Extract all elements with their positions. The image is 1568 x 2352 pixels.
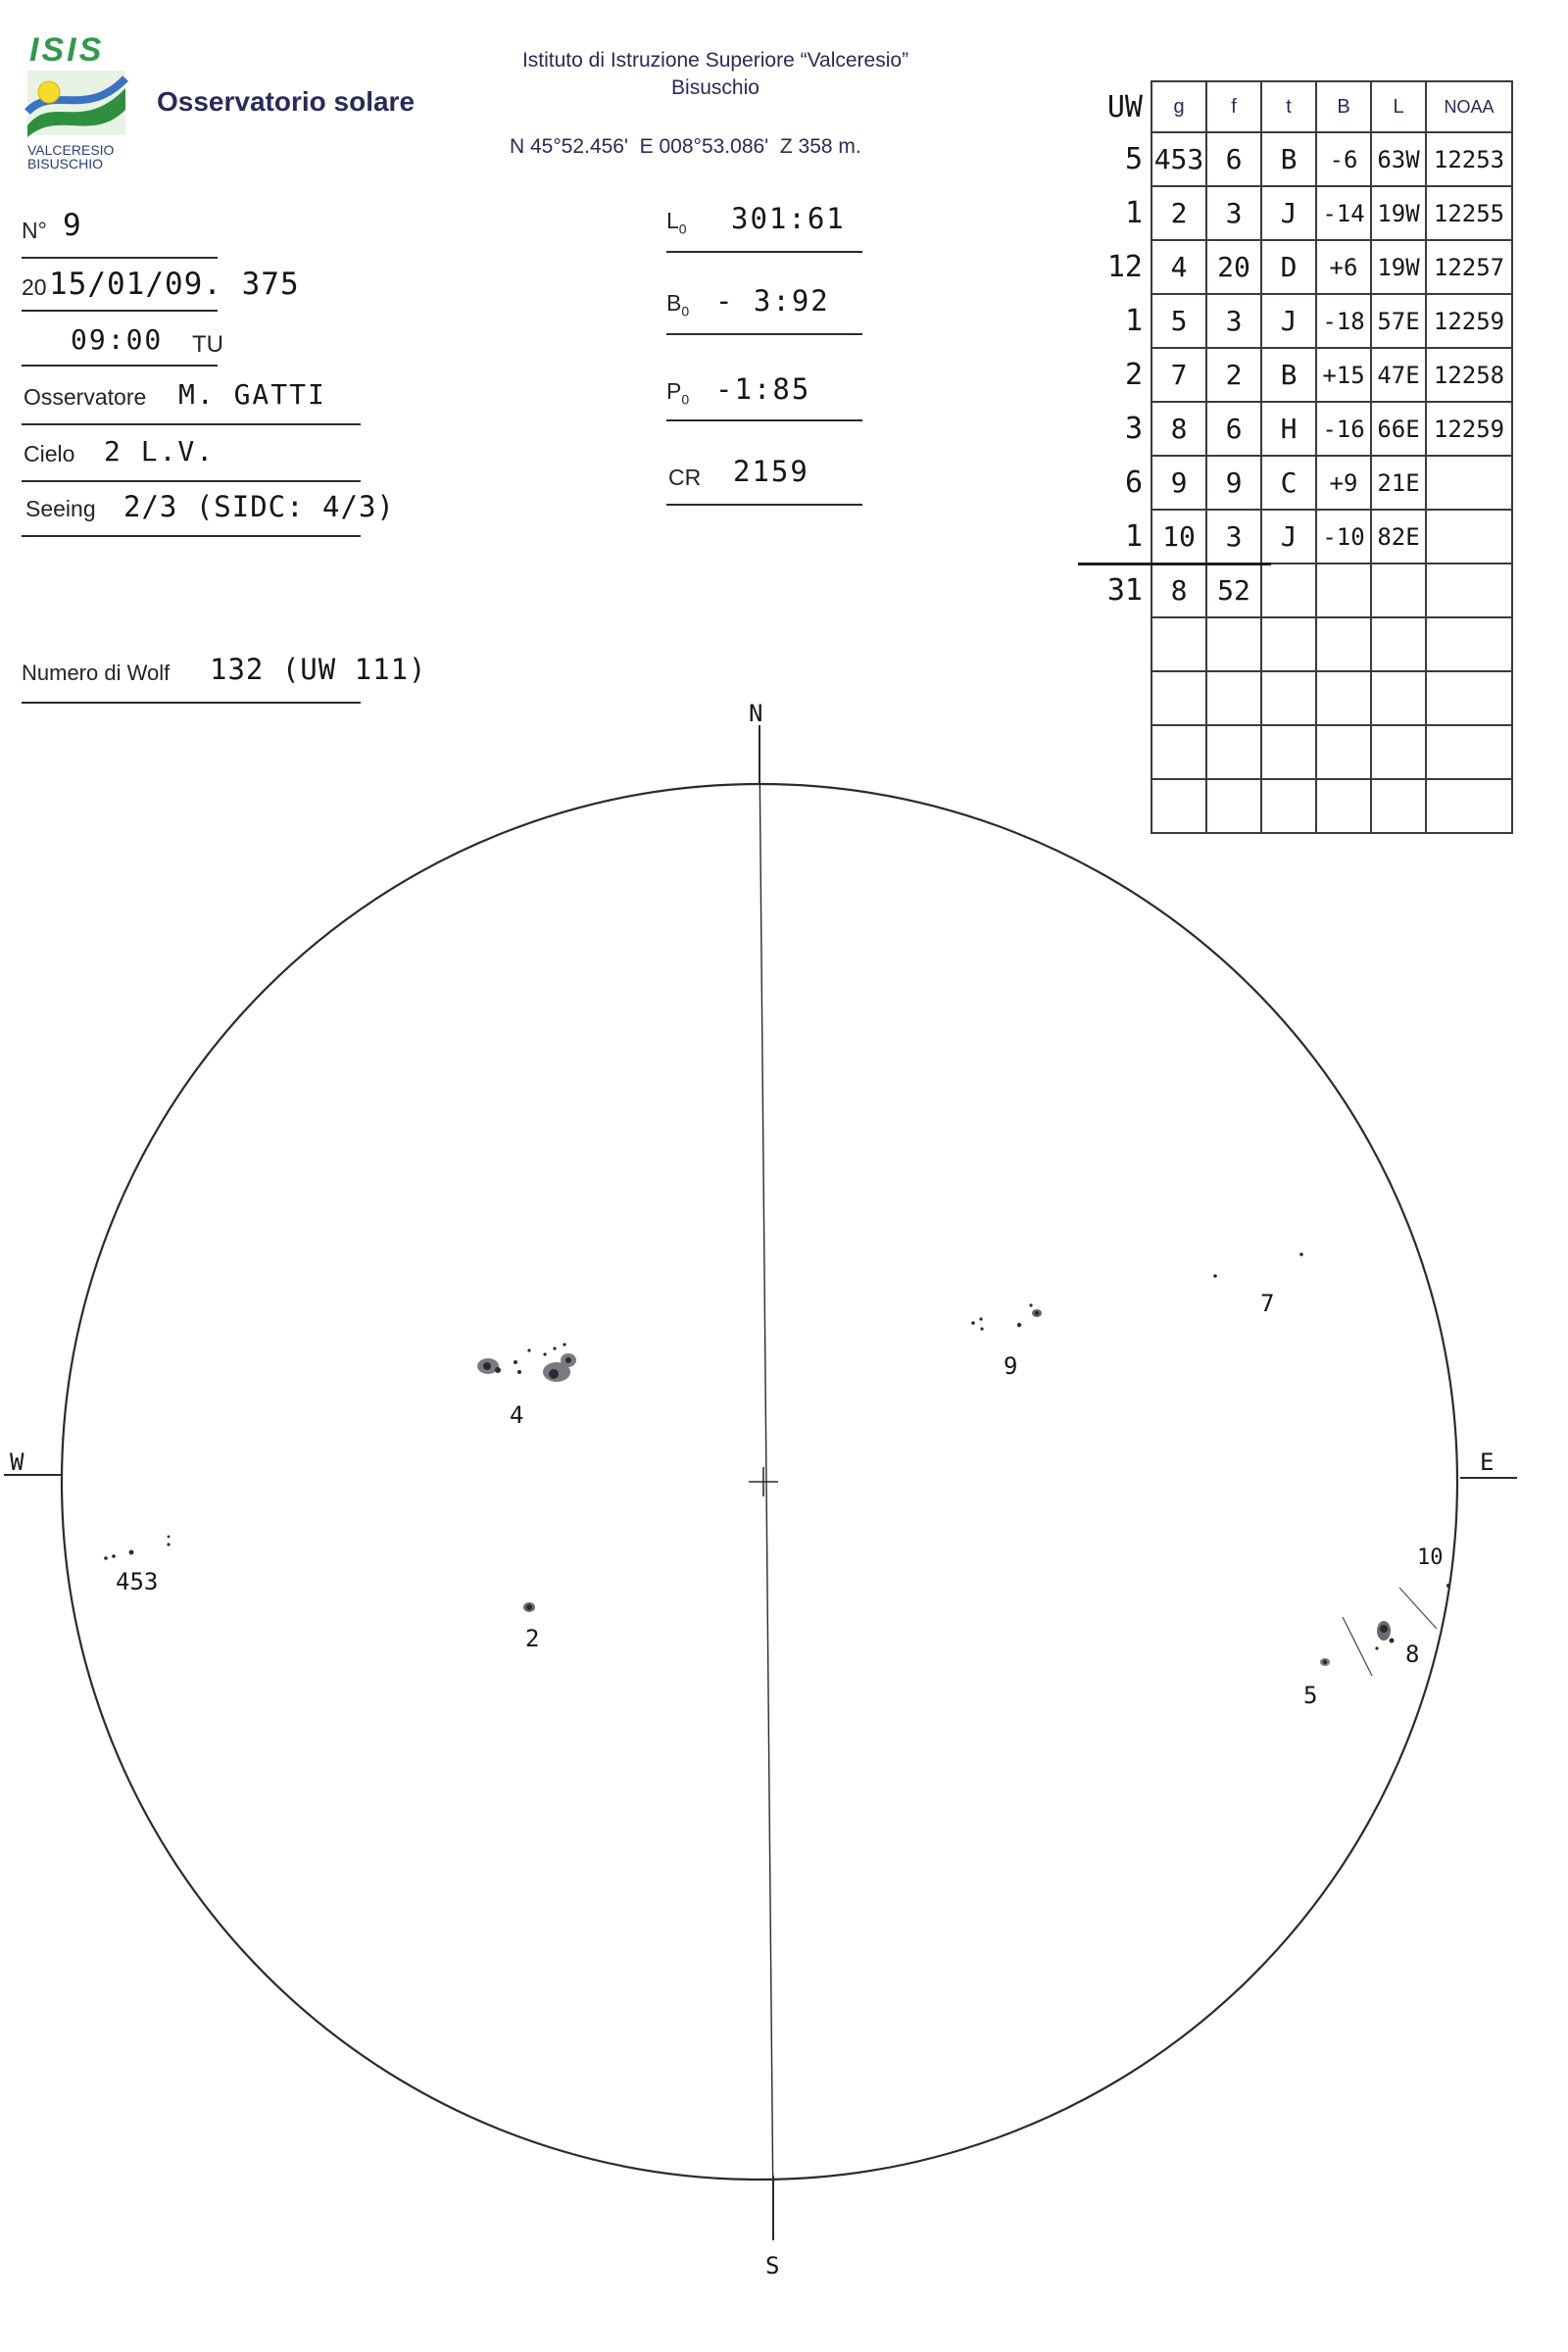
table-cell-noaa <box>1426 617 1512 671</box>
table-cell-l: 21E <box>1371 456 1426 510</box>
table-cell-g: 7 <box>1152 348 1206 402</box>
table-cell-g: 8 <box>1152 402 1206 456</box>
table-cell-t: J <box>1261 294 1316 348</box>
logo-wordmark: ISIS <box>29 31 105 69</box>
cr-underline <box>666 504 862 506</box>
group-label-2: 2 <box>525 1625 540 1652</box>
table-cell-b: +15 <box>1316 348 1371 402</box>
group-label-10: 10 <box>1417 1545 1444 1570</box>
table-cell-uw: 31 <box>1106 573 1143 608</box>
sunspot-group-5 <box>1320 1658 1330 1666</box>
p0-label <box>666 378 689 408</box>
sunspot-group-7 <box>1213 1252 1303 1278</box>
sunspot-group-9 <box>971 1303 1042 1330</box>
table-cell-f: 20 <box>1206 240 1261 294</box>
table-cell-t: J <box>1261 186 1316 240</box>
number-value: 9 <box>63 208 83 243</box>
table-row <box>1074 456 1512 510</box>
date-value: 15/01/09. 375 <box>49 267 300 302</box>
table-cell-g: 5 <box>1152 294 1206 348</box>
l0-subscript: 0 <box>678 220 687 237</box>
table-cell-noaa: 12258 <box>1426 348 1512 402</box>
logo-subtitle-2: BISUSCHIO <box>27 156 104 172</box>
institute-name: Istituto di Istruzione Superiore “Valceresio” <box>521 49 909 72</box>
table-header-row <box>1074 81 1512 132</box>
table-cell-noaa: 12259 <box>1426 402 1512 456</box>
table-cell-noaa: 12259 <box>1426 294 1512 348</box>
table-header-uw: UW <box>1106 89 1143 124</box>
p0-subscript: 0 <box>681 391 690 408</box>
table-cell-l: 19W <box>1371 240 1426 294</box>
table-cell-t <box>1261 564 1316 617</box>
sunspot-group-10 <box>1446 1584 1450 1588</box>
b0-label <box>666 290 689 319</box>
table-row <box>1074 240 1512 294</box>
table-cell-l: 66E <box>1371 402 1426 456</box>
table-cell-g <box>1152 617 1206 671</box>
table-cell-b: -16 <box>1316 402 1371 456</box>
institute-town: Bisuschio <box>671 76 760 99</box>
time-value: 09:00 <box>71 323 164 356</box>
table-cell-b: +6 <box>1316 240 1371 294</box>
wolf-number-label: Numero di Wolf <box>22 661 171 685</box>
north-label: N <box>749 700 763 727</box>
table-cell-noaa <box>1426 456 1512 510</box>
date-underline <box>22 310 218 312</box>
table-cell-noaa: 12255 <box>1426 186 1512 240</box>
time-underline <box>22 365 218 367</box>
table-cell-noaa <box>1426 564 1512 617</box>
group-label-4: 4 <box>510 1401 524 1429</box>
group-label-453: 453 <box>116 1568 159 1595</box>
table-cell-l <box>1371 617 1426 671</box>
table-row <box>1074 348 1512 402</box>
west-label: W <box>10 1448 24 1476</box>
table-cell-l <box>1371 564 1426 617</box>
number-underline <box>22 257 218 259</box>
observer-value: M. GATTI <box>178 378 326 411</box>
l0-underline <box>666 251 862 253</box>
sunspot-group-453 <box>104 1536 170 1560</box>
table-cell-t: C <box>1261 456 1316 510</box>
table-cell-t: J <box>1261 510 1316 564</box>
table-cell-uw: 12 <box>1106 250 1143 284</box>
table-cell-f: 2 <box>1206 348 1261 402</box>
table-cell-uw: 6 <box>1124 466 1143 500</box>
table-cell-g: 2 <box>1152 186 1206 240</box>
observatory-coordinates: N 45°52.456' E 008°53.086' Z 358 m. <box>510 135 861 158</box>
table-cell-b: -18 <box>1316 294 1371 348</box>
table-cell-f <box>1206 617 1261 671</box>
table-cell-t <box>1261 617 1316 671</box>
sunspot-group-4 <box>477 1343 576 1382</box>
observer-underline <box>22 423 361 425</box>
logo-emblem-icon <box>24 65 131 143</box>
time-suffix: TU <box>192 331 223 358</box>
table-cell-uw: 5 <box>1124 142 1143 176</box>
totals-separator-line <box>1078 563 1271 565</box>
table-cell-t: B <box>1261 348 1316 402</box>
l0-label <box>666 208 687 237</box>
table-cell-uw: 1 <box>1124 304 1143 338</box>
table-cell-uw: 1 <box>1124 519 1143 554</box>
table-cell-b: +9 <box>1316 456 1371 510</box>
p0-symbol: P <box>666 378 682 404</box>
table-cell-f: 52 <box>1206 564 1261 617</box>
group-label-5: 5 <box>1303 1682 1318 1709</box>
table-empty-row <box>1074 617 1512 671</box>
b0-subscript: 0 <box>681 303 690 319</box>
table-header-noaa: NOAA <box>1426 81 1512 132</box>
table-cell-t: B <box>1261 132 1316 186</box>
table-row <box>1074 186 1512 240</box>
table-totals-row <box>1074 564 1512 617</box>
table-cell-l: 63W <box>1371 132 1426 186</box>
sky-label: Cielo <box>24 441 75 466</box>
b0-underline <box>666 333 862 335</box>
south-label: S <box>765 2252 780 2279</box>
table-cell-noaa: 12253 <box>1426 132 1512 186</box>
p0-underline <box>666 419 862 421</box>
number-label: N° <box>22 218 47 243</box>
table-cell-f: 6 <box>1206 402 1261 456</box>
table-header-f: f <box>1206 81 1261 132</box>
table-cell-f: 3 <box>1206 186 1261 240</box>
table-cell-g: 8 <box>1152 564 1206 617</box>
observatory-title: Osservatorio solare <box>157 86 416 117</box>
l0-value: 301:61 <box>731 202 846 235</box>
table-cell-l: 82E <box>1371 510 1426 564</box>
table-cell-uw: 2 <box>1124 358 1143 392</box>
east-label: E <box>1480 1448 1494 1476</box>
table-cell-t: D <box>1261 240 1316 294</box>
table-cell-t: H <box>1261 402 1316 456</box>
table-row <box>1074 510 1512 564</box>
seeing-underline <box>22 535 361 537</box>
table-row <box>1074 402 1512 456</box>
table-cell-l: 57E <box>1371 294 1426 348</box>
table-cell-b <box>1316 617 1371 671</box>
b0-value: - 3:92 <box>715 284 830 318</box>
solar-disk <box>4 725 1517 2240</box>
table-row <box>1074 294 1512 348</box>
table-cell-l: 47E <box>1371 348 1426 402</box>
seeing-value: 2/3 (SIDC: 4/3) <box>123 490 395 523</box>
table-row <box>1074 132 1512 186</box>
table-cell-b <box>1316 564 1371 617</box>
table-cell-g: 4 <box>1152 240 1206 294</box>
sky-value: 2 L.V. <box>104 435 216 467</box>
table-cell-g: 9 <box>1152 456 1206 510</box>
b0-symbol: B <box>666 290 682 316</box>
table-cell-noaa: 12257 <box>1426 240 1512 294</box>
table-cell-g: 453 <box>1152 132 1206 186</box>
table-cell-noaa <box>1426 510 1512 564</box>
solar-disk-drawing <box>0 686 1568 2352</box>
isis-logo <box>22 31 139 172</box>
logo-subtitle-1: VALCERESIO <box>27 142 115 158</box>
table-cell-f: 6 <box>1206 132 1261 186</box>
table-cell-b: -14 <box>1316 186 1371 240</box>
observer-label: Osservatore <box>24 384 147 410</box>
table-header-t: t <box>1261 81 1316 132</box>
wolf-number-value: 132 (UW 111) <box>210 653 427 686</box>
table-cell-b: -10 <box>1316 510 1371 564</box>
table-cell-uw <box>1074 617 1152 671</box>
table-cell-g: 10 <box>1152 510 1206 564</box>
seeing-label: Seeing <box>25 496 96 521</box>
cr-label: CR <box>668 465 702 490</box>
table-cell-f: 3 <box>1206 294 1261 348</box>
table-header-b: B <box>1316 81 1371 132</box>
group-8-boundary-line-1 <box>1343 1617 1372 1676</box>
table-cell-b: -6 <box>1316 132 1371 186</box>
cr-value: 2159 <box>733 455 809 488</box>
date-prefix: 20 <box>22 274 47 300</box>
sunspot-group-2 <box>523 1602 535 1612</box>
sky-underline <box>22 480 361 482</box>
table-cell-f: 3 <box>1206 510 1261 564</box>
group-label-7: 7 <box>1260 1290 1275 1317</box>
sunspot-group-8 <box>1375 1621 1394 1650</box>
group-label-8: 8 <box>1405 1641 1420 1668</box>
group-label-9: 9 <box>1004 1352 1018 1380</box>
table-cell-uw: 1 <box>1124 196 1143 230</box>
group-8-boundary-line-2 <box>1399 1588 1437 1629</box>
l0-symbol: L <box>666 208 679 233</box>
table-header-g: g <box>1152 81 1206 132</box>
p0-value: -1:85 <box>715 372 811 406</box>
table-header-l: L <box>1371 81 1426 132</box>
table-cell-l: 19W <box>1371 186 1426 240</box>
table-cell-f: 9 <box>1206 456 1261 510</box>
table-cell-uw: 3 <box>1124 412 1143 446</box>
